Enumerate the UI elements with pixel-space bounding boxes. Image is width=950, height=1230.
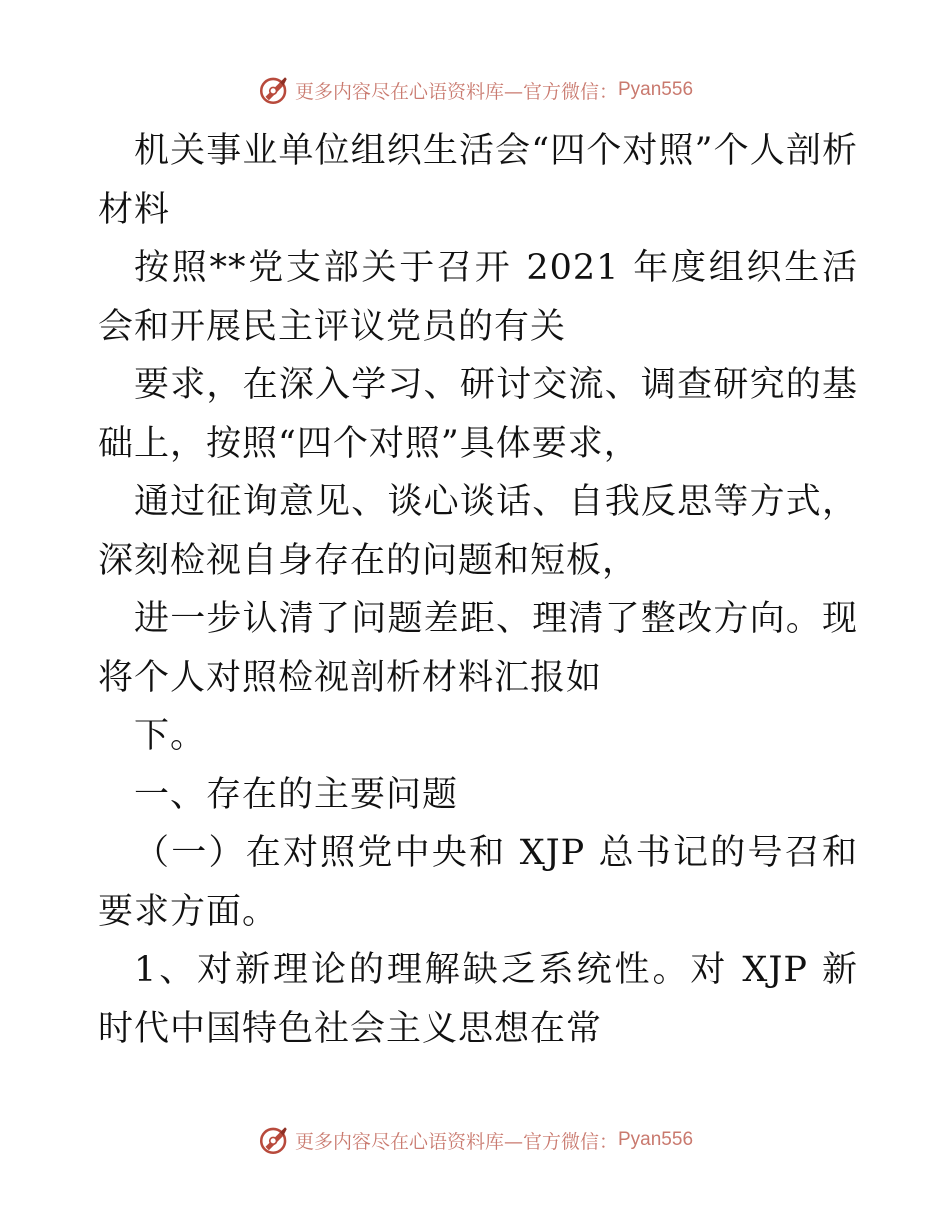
watermark-header (0, 70, 950, 110)
watermark-account: Pyan556 (618, 1129, 694, 1150)
subsection-heading: （一）在对照党中央和 XJP 总书记的号召和要求方面。 (98, 833, 858, 932)
paragraph: 1、对新理论的理解缺乏系统性。对 XJP 新时代中国特色社会主义思想在常 (98, 950, 858, 1049)
seal-logo-icon (257, 73, 291, 107)
document-title: 机关事业单位组织生活会“四个对照”个人剖析材料 (98, 131, 858, 230)
paragraph: 要求，在深入学习、研讨交流、调查研究的基础上，按照“四个对照”具体要求， (98, 365, 858, 464)
watermark-text: 更多内容尽在心语资料库—官方微信： (294, 80, 618, 103)
watermark-account: Pyan556 (618, 79, 694, 100)
paragraph: 按照**党支部关于召开 2021 年度组织生活会和开展民主评议党员的有关 (98, 248, 858, 347)
paragraph: 进一步认清了问题差距、理清了整改方向。现将个人对照检视剖析材料汇报如 (98, 599, 858, 698)
document-body (98, 122, 858, 1058)
watermark-footer (0, 1120, 950, 1160)
seal-logo-icon (257, 1123, 291, 1157)
section-heading: 一、存在的主要问题 (134, 774, 459, 815)
paragraph: 下。 (134, 716, 207, 756)
paragraph: 通过征询意见、谈心谈话、自我反思等方式，深刻检视自身存在的问题和短板， (98, 482, 858, 581)
watermark-text: 更多内容尽在心语资料库—官方微信： (294, 1130, 618, 1153)
